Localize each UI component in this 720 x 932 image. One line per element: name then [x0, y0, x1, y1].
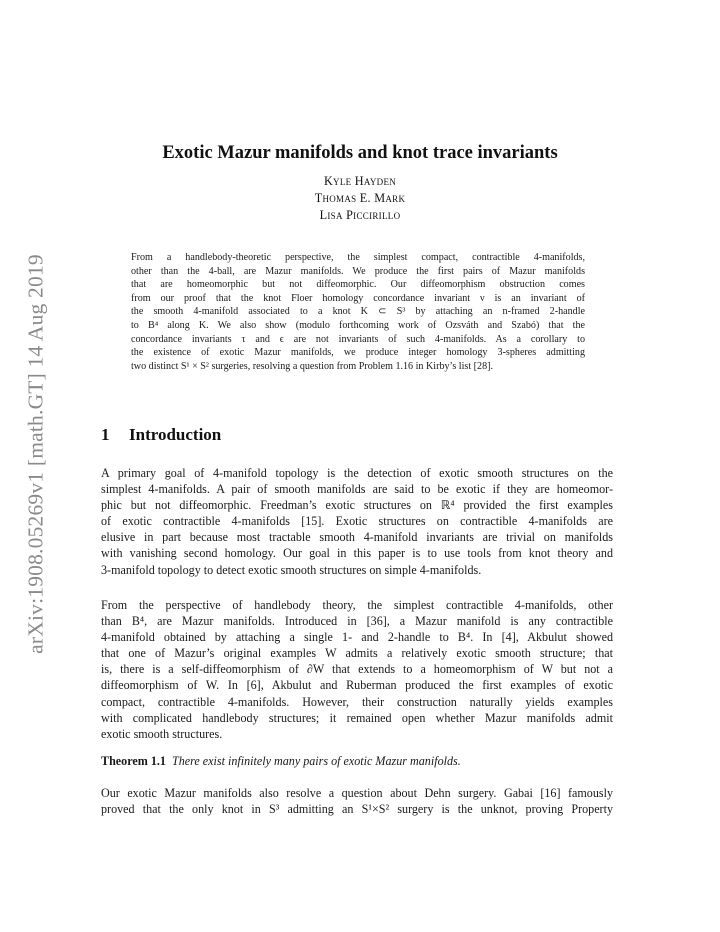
- intro-paragraph-3: [101, 785, 613, 817]
- paragraph-line: exotic smooth structures.: [101, 726, 223, 741]
- paragraph-line: 4-manifold obtained by attaching a single 1- and 2-handle to B⁴. In [4], Akbulut showed: [101, 630, 613, 645]
- paper-title: Exotic Mazur manifolds and knot trace invariants: [162, 143, 558, 163]
- abstract-line: the existence of exotic Mazur manifolds, we produce integer homology 3-spheres admitting: [131, 347, 585, 359]
- paragraph-line: simplest 4-manifolds. A pair of smooth manifolds are said to be exotic if they are homeomor-: [101, 482, 613, 497]
- abstract-line: concordance invariants τ and ϵ are not invariants of such 4-manifolds. As a corollary to: [131, 333, 585, 345]
- theorem-1-1: [101, 753, 613, 769]
- paragraph-line: is, there is a self-diffeomorphism of ∂W that extends to a homeomorphism of W but not a: [101, 662, 613, 677]
- paragraph-line: A primary goal of 4-manifold topology is the detection of exotic smooth structures on the: [101, 466, 613, 480]
- paragraph-line: with complicated handlebody structures; it remained open whether Mazur manifolds admit: [101, 710, 613, 725]
- theorem-label: Theorem 1.1: [101, 754, 166, 768]
- paragraph-line: compact, contractible 4-manifolds. However, their construction naturally yields examples: [101, 694, 613, 709]
- paragraph-line: proved that the only knot in S³ admitting an S¹×S² surgery is the unknot, proving Property: [101, 802, 613, 817]
- paragraph-line: diffeomorphism of W. In [6], Akbulut and Ruberman produced the first examples of exotic: [101, 678, 613, 693]
- section-title: Introduction: [129, 425, 222, 444]
- paragraph-line: than B⁴, are Mazur manifolds. Introduced in [36], a Mazur manifold is any contractible: [101, 614, 613, 629]
- paragraph-line: phic but not diffeomorphic. Freedman’s exotic structures on ℝ⁴ provided the first examples: [101, 498, 613, 513]
- section-heading: [101, 425, 221, 445]
- abstract-line: the smooth 4-manifold associated to a knot K ⊂ S³ by attaching an n-framed 2-handle: [131, 306, 585, 318]
- paragraph-line: elusive in part because most tractable smooth 4-manifold invariants are trivial on manifolds: [101, 530, 613, 545]
- paragraph-line: of exotic contractible 4-manifolds [15]. Exotic structures on contractible 4-manifolds are: [101, 514, 613, 529]
- abstract-line: to B⁴ along K. We also show (modulo forthcoming work of Ozsváth and Szabó) that the: [131, 319, 585, 331]
- abstract-line: that are homeomorphic but not diffeomorphic. Our diffeomorphism obstruction comes: [131, 279, 585, 291]
- paragraph-line: Our exotic Mazur manifolds also resolve a question about Dehn surgery. Gabai [16] famously: [101, 786, 613, 800]
- author-2: Thomas E. Mark: [314, 191, 406, 205]
- section-number: 1: [101, 425, 110, 444]
- theorem-statement: There exist infinitely many pairs of exotic Mazur manifolds.: [172, 754, 461, 768]
- author-3: Lisa Piccirillo: [319, 208, 401, 222]
- intro-paragraph-1: [101, 465, 613, 578]
- intro-paragraph-2: [101, 597, 613, 742]
- abstract-line: other than the 4-ball, are Mazur manifolds. We produce the first pairs of Mazur manifolds: [131, 265, 585, 277]
- paragraph-line: with vanishing second homology. Our goal in this paper is to use tools from knot theory and: [101, 546, 613, 561]
- abstract-line: two distinct S¹ × S² surgeries, resolving a question from Problem 1.16 in Kirby’s list [28].: [131, 360, 494, 372]
- paragraph-line: that one of Mazur’s original examples W admits a relatively exotic smooth structure; that: [101, 646, 613, 661]
- author-1: Kyle Hayden: [323, 174, 397, 188]
- abstract-line: from our proof that the knot Floer homology concordance invariant ν is an invariant of: [131, 292, 585, 304]
- abstract-line: From a handlebody-theoretic perspective, the simplest compact, contractible 4-manifolds,: [131, 252, 585, 263]
- paragraph-line: 3-manifold topology to detect exotic smooth structures on simple 4-manifolds.: [101, 562, 482, 577]
- arxiv-side-label: arXiv:1908.05269v1 [math.GT] 14 Aug 2019: [23, 254, 48, 654]
- abstract: [131, 251, 585, 373]
- paragraph-line: From the perspective of handlebody theory, the simplest contractible 4-manifolds, other: [101, 598, 613, 612]
